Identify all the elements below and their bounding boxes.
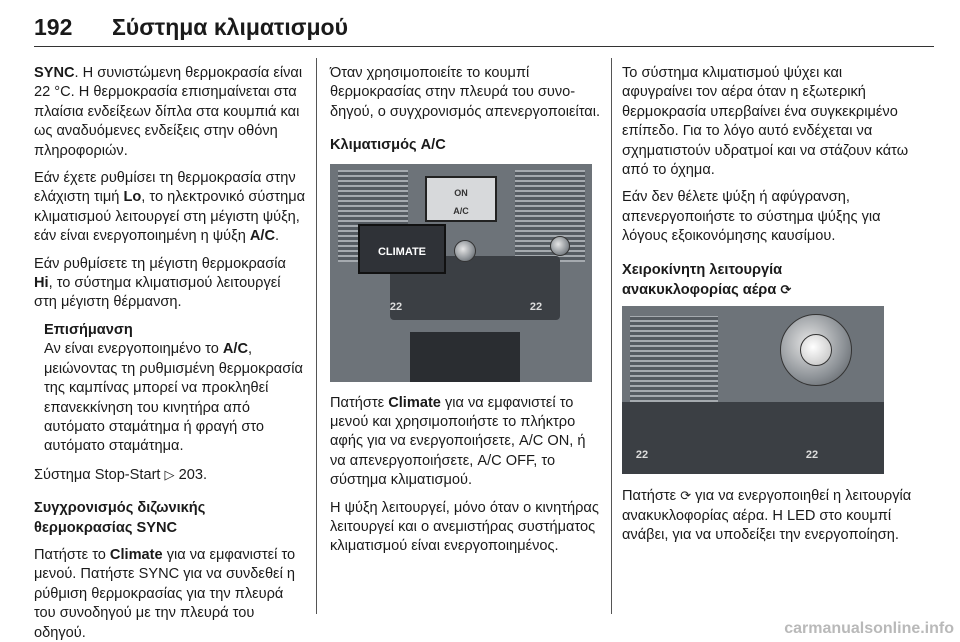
right-temp-readout: 22 [529, 300, 543, 313]
lower-console [410, 332, 520, 382]
note-text [44, 340, 306, 456]
stop-start-page[interactable]: 203. [178, 466, 208, 483]
sync-label: SYNC [34, 65, 75, 81]
page-header [34, 14, 934, 54]
heading-ac: Κλιματισμός A/C [330, 137, 446, 154]
note-block [34, 321, 306, 457]
note-text-b: , μειώνοντας τη ρυθμισμένη θερμοκρασία της καμπίνας μπορεί να προκληθεί επανεκκίνηση του κινητήρα από αυτόματο σταμάτημα ή φραγή στο αυτόματο σταμάτημα. [44, 341, 303, 455]
ac-toggle-text-a: Πατήστε [330, 394, 389, 411]
paragraph-cooling: Η ψύξη λειτουργεί, μόνο όταν ο κινητήρας λειτουργεί και ο ανεμιστήρας συστήματος κλιματισμού είναι ενεργοποιημένος. [330, 499, 599, 555]
ac-toggle-text-b: για να εμφανιστεί το μενού και χρησιμοποιήστε το πλήκτρο αφής για να ενεργοποιήσετε, A/C ON, ή να απενεργοποιήσετε, A/C OFF, το σύστημα κλιματισμού. [330, 394, 586, 489]
heading-sync: Συγχρονισμός διζωνικής θερμοκρασίας SYNC [34, 500, 206, 536]
sync-text: . Η συνιστώμενη θερμοκρασία είναι 22 °C. Η θερμοκρασία επισημαίνεται στα πλαίσια ενδείξεων δίπλα στα κουμπιά και ως αναδυόμενες ενδείξεις στην οθόνη πληροφοριών. [34, 65, 303, 159]
climate-callout-label: CLIMATE [377, 245, 427, 258]
figure-recirculation-panel [622, 306, 884, 474]
column-divider-1 [316, 58, 317, 614]
paragraph-lo [34, 169, 306, 247]
column-1 [34, 64, 306, 642]
column-2 [330, 64, 602, 565]
ac-callout-label: A/C [453, 205, 469, 216]
climate-label-2: Climate [388, 394, 441, 411]
paragraph-climate-sync [34, 546, 306, 642]
climate-sync-text-b: για να εμφανιστεί το μενού. Πατήστε SYNC για να συνδεθεί η ρύθμιση θερμοκρασίας για την πλευρά του συνοδηγού με την πλευρά του οδηγού. [34, 546, 296, 641]
recirc-text-b: για να ενεργοποιηθεί η λειτουργία ανακυκλοφορίας αέρα. Η LED στο κουμπί ανάβει, για να υποδείξει την ενεργοποίηση. [622, 488, 912, 544]
on-label: ON [454, 187, 468, 198]
page-title: Σύστημα κλιματισμού [112, 14, 348, 40]
watermark: carmanualsonline.info [784, 620, 954, 637]
climate-button-callout [358, 224, 446, 274]
control-panel [622, 402, 884, 474]
paragraph-ac-toggle [330, 394, 602, 491]
climate-sync-text-a: Πατήστε το [34, 546, 110, 563]
heading-recirc-line1: Χειροκίνητη λειτουργία [622, 261, 783, 278]
paragraph-dehumidify: Το σύστημα κλιματισμού ψύχει και αφυγραίνει τον αέρα όταν η εξωτερική θερμοκρασία υπερβαίνει ένα συγκεκριμένο επίπεδο. Για το λόγο αυτό ενδέχεται να σχηματιστούν υδρατμοί και να στάζουν κάτω από το όχημα. [622, 65, 909, 179]
temperature-knob [454, 240, 476, 262]
ac-label: A/C [249, 228, 276, 245]
on-ac-button-callout [425, 176, 497, 222]
page-number: 192 [34, 14, 73, 40]
paragraph-passenger-sync: Όταν χρησιμοποιείτε το κουμπί θερμοκρασίας στην πλευρά του συνοδηγού, ο συγχρονισμός απενεργοποιείται. [330, 65, 601, 120]
note-ac-label: A/C [222, 341, 249, 358]
air-recirculation-icon-inline: ⟳ [680, 488, 692, 504]
climate-label: Climate [109, 546, 163, 563]
heading-recirc-line2: ανακυκλοφορίας αέρα [622, 282, 781, 299]
lo-text-a: Εάν έχετε ρυθμίσει τη θερμοκρασία στην ελάχιστη τιμή [34, 170, 296, 206]
left-temp-readout: 22 [635, 449, 649, 462]
vent-grille [630, 316, 718, 402]
figure-climate-panel [330, 164, 592, 382]
stop-start-text[interactable]: Σύστημα Stop-Start [34, 466, 165, 483]
hi-text-a: Εάν ρυθμίσετε τη μέγιστη θερμοκρασία [34, 255, 286, 272]
recirc-text-a: Πατήστε [622, 488, 681, 505]
heading-recirculation [622, 261, 912, 301]
stop-start-reference [34, 465, 306, 485]
hi-label: Hi [34, 275, 49, 292]
right-temp-readout: 22 [805, 449, 819, 462]
paragraph-hi [34, 255, 306, 313]
note-text-a: Αν είναι ενεργοποιημένο το [44, 341, 223, 358]
hi-text-b: , το σύστημα κλιματισμού λειτουργεί στη μέγιστη θέρμανση. [34, 275, 281, 311]
lo-label: Lo [123, 189, 142, 206]
paragraph-sync [34, 64, 306, 161]
lo-text-b: , το ηλεκτρονικό σύστημα κλιματισμού λειτουργεί στη μέγιστη ψύξη, εάν είναι ενεργοποιημένη η ψύξη [34, 189, 306, 245]
left-temp-readout: 22 [389, 300, 403, 313]
header-rule [34, 46, 934, 47]
column-3 [622, 64, 912, 554]
reference-arrow-icon: ▷ [164, 466, 175, 482]
paragraph-disable-cooling: Εάν δεν θέλετε ψύξη ή αφύγρανση, απενεργοποιήστε το σύστημα ψύξης για λόγους εξοικονόμησης καυσίμου. [622, 189, 881, 245]
note-title: Επισήμανση [44, 321, 133, 338]
lo-text-c: . [275, 228, 280, 245]
paragraph-recirc-action [622, 486, 912, 545]
air-recirculation-icon: ⟳ [780, 282, 792, 298]
column-divider-2 [611, 58, 612, 614]
fan-knob [550, 236, 570, 256]
